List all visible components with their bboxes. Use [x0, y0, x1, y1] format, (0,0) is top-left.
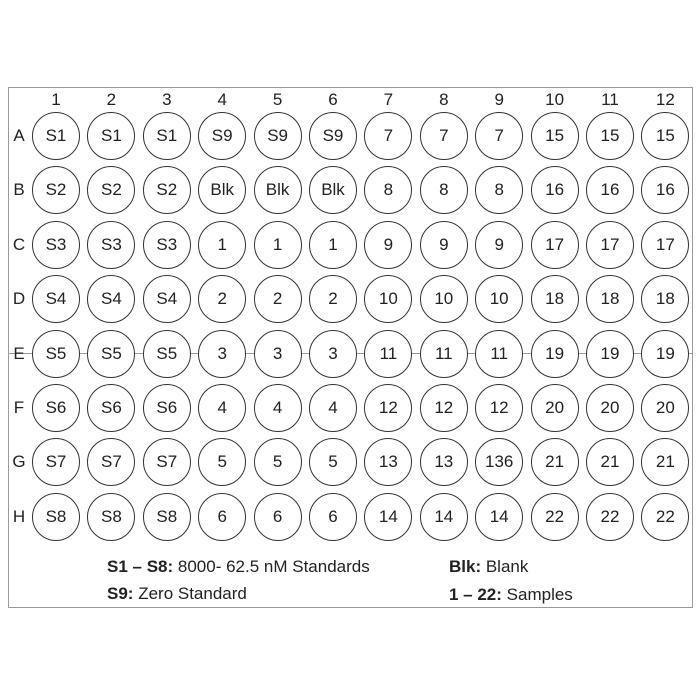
legend-blank-text: Blank: [481, 557, 529, 576]
well: 2: [309, 275, 357, 323]
column-header: 9: [494, 90, 504, 109]
well: S5: [143, 330, 191, 378]
well: 19: [586, 330, 634, 378]
well: 15: [531, 112, 579, 160]
legend-blank: [449, 557, 528, 577]
row-header: F: [13, 398, 25, 417]
well: 12: [475, 384, 523, 432]
well: 3: [254, 330, 302, 378]
well: S7: [32, 438, 80, 486]
row-header: B: [13, 180, 25, 200]
well: 11: [364, 330, 412, 378]
well: 7: [475, 112, 523, 160]
well: 17: [531, 221, 579, 269]
column-header: 8: [439, 90, 449, 109]
row-header: C: [12, 234, 26, 254]
column-header: 11: [601, 90, 619, 109]
well: Blk: [254, 166, 302, 214]
well: 3: [198, 330, 246, 378]
well: S3: [143, 221, 191, 269]
well: S6: [143, 384, 191, 432]
well: 5: [309, 438, 357, 486]
well: 20: [586, 384, 634, 432]
column-header: 6: [328, 90, 338, 109]
well: S8: [143, 493, 191, 541]
well: 15: [641, 112, 689, 160]
well: 6: [309, 493, 357, 541]
well: 8: [364, 166, 412, 214]
well: 14: [364, 493, 412, 541]
legend-standards-code: S1 – S8:: [107, 557, 174, 576]
well: S3: [32, 221, 80, 269]
well: S4: [87, 275, 135, 323]
well: Blk: [198, 166, 246, 214]
well: 13: [364, 438, 412, 486]
well: 136: [475, 438, 523, 486]
well: 17: [641, 221, 689, 269]
legend-zero: [107, 584, 247, 604]
well: 4: [309, 384, 357, 432]
well: S1: [87, 112, 135, 160]
well: 19: [641, 330, 689, 378]
well: 18: [641, 275, 689, 323]
well: 12: [420, 384, 468, 432]
column-header: 7: [383, 90, 394, 109]
well: 14: [475, 493, 523, 541]
well: 7: [420, 112, 468, 160]
well: 22: [586, 493, 634, 541]
legend-zero-text: Zero Standard: [133, 584, 247, 603]
well: 15: [586, 112, 634, 160]
well: 2: [198, 275, 246, 323]
well: 12: [364, 384, 412, 432]
well: 13: [420, 438, 468, 486]
well: S2: [32, 166, 80, 214]
well: 4: [198, 384, 246, 432]
well: 10: [420, 275, 468, 323]
well: 1: [198, 221, 246, 269]
well: S3: [87, 221, 135, 269]
well: S1: [143, 112, 191, 160]
well: S2: [87, 166, 135, 214]
well: S5: [32, 330, 80, 378]
well: 6: [198, 493, 246, 541]
well: 11: [475, 330, 523, 378]
well: S9: [198, 112, 246, 160]
well: 20: [531, 384, 579, 432]
well: S8: [32, 493, 80, 541]
well: 22: [531, 493, 579, 541]
well: S9: [254, 112, 302, 160]
well: 5: [254, 438, 302, 486]
well: 21: [586, 438, 634, 486]
legend-samples-text: Samples: [501, 585, 573, 604]
well: 21: [641, 438, 689, 486]
row-header: G: [12, 452, 26, 472]
well: S8: [87, 493, 135, 541]
legend-samples: [449, 585, 573, 605]
well: S4: [143, 275, 191, 323]
well: S7: [143, 438, 191, 486]
well: S2: [143, 166, 191, 214]
well: 19: [531, 330, 579, 378]
well: S1: [32, 112, 80, 160]
well: 9: [364, 221, 412, 269]
well: Blk: [309, 166, 357, 214]
well: 16: [641, 166, 689, 214]
legend-standards: [107, 557, 370, 577]
well: 18: [586, 275, 634, 323]
well: 11: [420, 330, 468, 378]
column-header: 2: [106, 90, 117, 109]
row-header: D: [12, 289, 26, 309]
legend-zero-code: S9:: [107, 584, 134, 603]
well: 7: [364, 112, 412, 160]
well: 1: [309, 221, 357, 269]
well: S9: [309, 112, 357, 160]
well: 10: [475, 275, 523, 323]
legend-samples-code: 1 – 22:: [449, 585, 502, 604]
column-header: 5: [272, 90, 283, 109]
well: 8: [475, 166, 523, 214]
well: 21: [531, 438, 579, 486]
well: S5: [87, 330, 135, 378]
well: 14: [420, 493, 468, 541]
row-header: A: [13, 126, 25, 145]
well: 9: [475, 221, 523, 269]
column-header: 12: [655, 90, 675, 109]
column-header: 1: [51, 90, 61, 109]
well: 6: [254, 493, 302, 541]
well: 16: [586, 166, 634, 214]
well: 22: [641, 493, 689, 541]
well: 2: [254, 275, 302, 323]
column-header: 4: [217, 90, 227, 109]
well: 5: [198, 438, 246, 486]
well: 3: [309, 330, 357, 378]
row-header: E: [13, 343, 25, 363]
legend-standards-text: 8000- 62.5 nM Standards: [173, 557, 370, 576]
well: S7: [87, 438, 135, 486]
column-header: 10: [545, 90, 565, 109]
row-header: H: [12, 506, 26, 526]
well: S6: [32, 384, 80, 432]
well: 20: [641, 384, 689, 432]
well: 17: [586, 221, 634, 269]
well: 9: [420, 221, 468, 269]
column-header: 3: [162, 90, 172, 109]
legend-blank-code: Blk:: [449, 557, 482, 576]
well: 4: [254, 384, 302, 432]
well: 8: [420, 166, 468, 214]
well: S6: [87, 384, 135, 432]
well: 18: [531, 275, 579, 323]
well: 1: [254, 221, 302, 269]
well: 16: [531, 166, 579, 214]
well: 10: [364, 275, 412, 323]
well: S4: [32, 275, 80, 323]
